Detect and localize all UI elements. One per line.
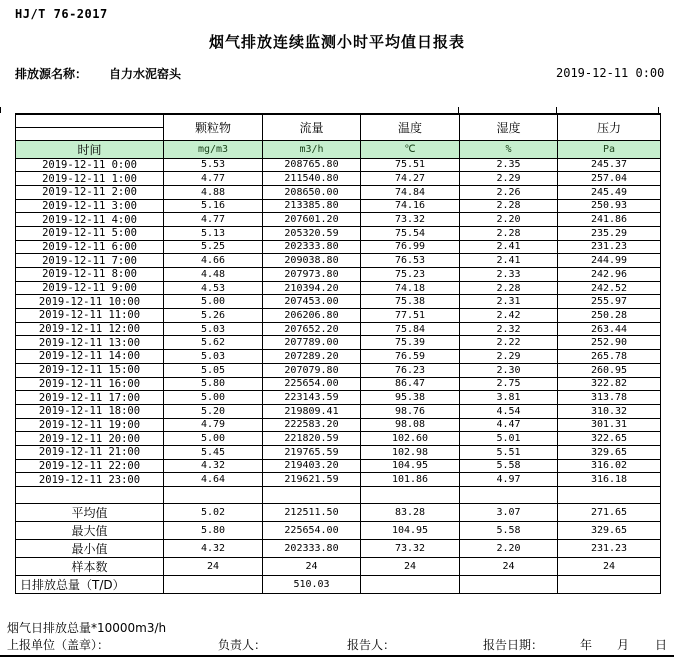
value-cell: 322.82 (558, 377, 661, 391)
value-cell: 4.88 (164, 185, 263, 199)
summary-row (16, 558, 661, 576)
value-cell: 316.18 (558, 473, 661, 487)
value-cell: 5.00 (164, 391, 263, 405)
time-cell: 2019-12-11 10:00 (16, 295, 164, 309)
time-cell: 2019-12-11 22:00 (16, 459, 164, 473)
value-cell: 102.98 (361, 445, 460, 459)
table-row (16, 240, 661, 254)
value-cell: 2.26 (460, 185, 558, 199)
unit-cell: mg/m3 (164, 140, 263, 158)
value-cell: 74.84 (361, 185, 460, 199)
value-cell: 205320.59 (263, 226, 361, 240)
value-cell: 2.35 (460, 158, 558, 172)
value-cell: 263.44 (558, 322, 661, 336)
spacer-cell (16, 487, 164, 504)
value-cell: 4.32 (164, 459, 263, 473)
summary-value-cell: 212511.50 (263, 504, 361, 522)
table-row (16, 281, 661, 295)
summary-row (16, 540, 661, 558)
spacer-cell (558, 487, 661, 504)
value-cell: 75.54 (361, 226, 460, 240)
value-cell: 2.22 (460, 336, 558, 350)
value-cell: 257.04 (558, 172, 661, 186)
unit-cell: ℃ (361, 140, 460, 158)
value-cell: 2.28 (460, 226, 558, 240)
value-cell: 231.23 (558, 240, 661, 254)
value-cell: 225654.00 (263, 377, 361, 391)
summary-label: 平均值 (16, 504, 164, 522)
summary-value-cell (361, 576, 460, 594)
summary-label: 最大值 (16, 522, 164, 540)
value-cell: 75.51 (361, 158, 460, 172)
header-row-top (16, 114, 661, 127)
table-row (16, 404, 661, 418)
summary-value-cell: 5.80 (164, 522, 263, 540)
time-cell: 2019-12-11 2:00 (16, 185, 164, 199)
summary-value-cell: 4.32 (164, 540, 263, 558)
emission-source-name: 自力水泥窑头 (109, 67, 182, 81)
summary-label: 最小值 (16, 540, 164, 558)
emission-source-label: 排放源名称： (15, 67, 88, 81)
spacer-cell (164, 487, 263, 504)
table-row (16, 254, 661, 268)
value-cell: 5.00 (164, 432, 263, 446)
value-cell: 206206.80 (263, 309, 361, 323)
spacer-row (16, 487, 661, 504)
summary-value-cell: 73.32 (361, 540, 460, 558)
time-cell: 2019-12-11 19:00 (16, 418, 164, 432)
value-cell: 219765.59 (263, 445, 361, 459)
value-cell: 313.78 (558, 391, 661, 405)
time-cell: 2019-12-11 5:00 (16, 226, 164, 240)
value-cell: 242.96 (558, 268, 661, 282)
summary-label: 日排放总量（T/D） (16, 576, 164, 594)
value-cell: 255.97 (558, 295, 661, 309)
summary-value-cell: 329.65 (558, 522, 661, 540)
value-cell: 76.53 (361, 254, 460, 268)
column-header: 压力 (558, 114, 661, 140)
summary-value-cell: 24 (558, 558, 661, 576)
value-cell: 4.79 (164, 418, 263, 432)
time-cell: 2019-12-11 20:00 (16, 432, 164, 446)
time-cell: 2019-12-11 16:00 (16, 377, 164, 391)
table-row (16, 172, 661, 186)
value-cell: 5.16 (164, 199, 263, 213)
value-cell: 4.64 (164, 473, 263, 487)
page-title: 烟气排放连续监测小时平均值日报表 (208, 33, 465, 51)
time-cell: 2019-12-11 12:00 (16, 322, 164, 336)
summary-value-cell: 24 (164, 558, 263, 576)
value-cell: 260.95 (558, 363, 661, 377)
time-cell: 2019-12-11 11:00 (16, 309, 164, 323)
summary-value-cell: 24 (460, 558, 558, 576)
value-cell: 245.49 (558, 185, 661, 199)
table-row (16, 295, 661, 309)
value-cell: 75.38 (361, 295, 460, 309)
signature-line (0, 636, 674, 652)
value-cell: 5.01 (460, 432, 558, 446)
table-row (16, 445, 661, 459)
value-cell: 2.20 (460, 213, 558, 227)
value-cell: 5.03 (164, 322, 263, 336)
column-header: 温度 (361, 114, 460, 140)
table-row (16, 473, 661, 487)
value-cell: 5.00 (164, 295, 263, 309)
time-cell: 2019-12-11 17:00 (16, 391, 164, 405)
value-cell: 4.47 (460, 418, 558, 432)
value-cell: 209038.80 (263, 254, 361, 268)
table-row (16, 459, 661, 473)
time-cell: 2019-12-11 18:00 (16, 404, 164, 418)
value-cell: 4.77 (164, 172, 263, 186)
value-cell: 316.02 (558, 459, 661, 473)
summary-row (16, 522, 661, 540)
spacer-cell (460, 487, 558, 504)
value-cell: 5.03 (164, 350, 263, 364)
value-cell: 5.58 (460, 459, 558, 473)
value-cell: 2.75 (460, 377, 558, 391)
value-cell: 208765.80 (263, 158, 361, 172)
value-cell: 5.20 (164, 404, 263, 418)
summary-value-cell: 2.20 (460, 540, 558, 558)
summary-value-cell: 3.07 (460, 504, 558, 522)
value-cell: 207652.20 (263, 322, 361, 336)
grid-tick (0, 107, 1, 113)
value-cell: 202333.80 (263, 240, 361, 254)
value-cell: 75.84 (361, 322, 460, 336)
value-cell: 73.32 (361, 213, 460, 227)
time-cell: 2019-12-11 0:00 (16, 158, 164, 172)
table-row (16, 391, 661, 405)
value-cell: 207789.00 (263, 336, 361, 350)
monitoring-data-table (15, 113, 661, 594)
value-cell: 5.25 (164, 240, 263, 254)
time-cell: 2019-12-11 21:00 (16, 445, 164, 459)
footer-note: 烟气日排放总量*10000m3/h (7, 621, 167, 635)
table-row (16, 158, 661, 172)
value-cell: 4.48 (164, 268, 263, 282)
time-cell: 2019-12-11 3:00 (16, 199, 164, 213)
value-cell: 74.27 (361, 172, 460, 186)
table-row (16, 268, 661, 282)
time-cell: 2019-12-11 6:00 (16, 240, 164, 254)
time-cell: 2019-12-11 1:00 (16, 172, 164, 186)
table-row (16, 418, 661, 432)
summary-value-cell (164, 576, 263, 594)
column-header: 湿度 (460, 114, 558, 140)
value-cell: 98.08 (361, 418, 460, 432)
value-cell: 2.41 (460, 240, 558, 254)
emission-source-line (15, 65, 181, 82)
table-row (16, 213, 661, 227)
column-header: 流量 (263, 114, 361, 140)
table-head (16, 114, 661, 158)
value-cell: 241.86 (558, 213, 661, 227)
month-label: 月 (617, 638, 630, 652)
time-header: 时间 (16, 140, 164, 158)
column-header: 颗粒物 (164, 114, 263, 140)
table-row (16, 350, 661, 364)
table-row (16, 226, 661, 240)
value-cell: 207079.80 (263, 363, 361, 377)
value-cell: 245.37 (558, 158, 661, 172)
table-row (16, 185, 661, 199)
unit-cell: m3/h (263, 140, 361, 158)
time-cell: 2019-12-11 7:00 (16, 254, 164, 268)
table-row (16, 432, 661, 446)
time-cell: 2019-12-11 15:00 (16, 363, 164, 377)
value-cell: 2.33 (460, 268, 558, 282)
summary-value-cell: 24 (263, 558, 361, 576)
day-label: 日 (655, 638, 668, 652)
value-cell: 2.28 (460, 199, 558, 213)
value-cell: 250.28 (558, 309, 661, 323)
value-cell: 207973.80 (263, 268, 361, 282)
value-cell: 2.30 (460, 363, 558, 377)
value-cell: 322.65 (558, 432, 661, 446)
time-cell: 2019-12-11 13:00 (16, 336, 164, 350)
table-row (16, 309, 661, 323)
summary-row (16, 504, 661, 522)
value-cell: 75.39 (361, 336, 460, 350)
value-cell: 5.05 (164, 363, 263, 377)
value-cell: 252.90 (558, 336, 661, 350)
value-cell: 4.66 (164, 254, 263, 268)
table-row (16, 363, 661, 377)
time-cell: 2019-12-11 8:00 (16, 268, 164, 282)
table-row (16, 336, 661, 350)
value-cell: 265.78 (558, 350, 661, 364)
table-body (16, 158, 661, 594)
value-cell: 75.23 (361, 268, 460, 282)
value-cell: 3.81 (460, 391, 558, 405)
table-row (16, 377, 661, 391)
summary-value-cell (558, 576, 661, 594)
reporter-label: 报告人： (347, 638, 396, 652)
summary-value-cell: 202333.80 (263, 540, 361, 558)
value-cell: 98.76 (361, 404, 460, 418)
value-cell: 250.93 (558, 199, 661, 213)
value-cell: 5.62 (164, 336, 263, 350)
value-cell: 211540.80 (263, 172, 361, 186)
value-cell: 101.86 (361, 473, 460, 487)
time-cell: 2019-12-11 23:00 (16, 473, 164, 487)
summary-value-cell: 271.65 (558, 504, 661, 522)
time-cell: 2019-12-11 4:00 (16, 213, 164, 227)
value-cell: 301.31 (558, 418, 661, 432)
report-date-label: 报告日期： (483, 638, 544, 652)
units-row (16, 140, 661, 158)
value-cell: 221820.59 (263, 432, 361, 446)
value-cell: 76.99 (361, 240, 460, 254)
responsible-label: 负责人： (218, 638, 267, 652)
value-cell: 76.59 (361, 350, 460, 364)
value-cell: 4.54 (460, 404, 558, 418)
value-cell: 104.95 (361, 459, 460, 473)
table-row (16, 199, 661, 213)
unit-cell: Pa (558, 140, 661, 158)
value-cell: 219403.20 (263, 459, 361, 473)
value-cell: 5.80 (164, 377, 263, 391)
value-cell: 74.16 (361, 199, 460, 213)
report-unit-label: 上报单位（盖章）： (7, 638, 110, 652)
value-cell: 2.28 (460, 281, 558, 295)
value-cell: 77.51 (361, 309, 460, 323)
value-cell: 5.45 (164, 445, 263, 459)
value-cell: 74.18 (361, 281, 460, 295)
summary-row (16, 576, 661, 594)
value-cell: 2.31 (460, 295, 558, 309)
value-cell: 2.29 (460, 172, 558, 186)
value-cell: 242.52 (558, 281, 661, 295)
unit-cell: % (460, 140, 558, 158)
value-cell: 222583.20 (263, 418, 361, 432)
value-cell: 2.29 (460, 350, 558, 364)
value-cell: 207601.20 (263, 213, 361, 227)
value-cell: 76.23 (361, 363, 460, 377)
value-cell: 4.77 (164, 213, 263, 227)
value-cell: 2.41 (460, 254, 558, 268)
summary-value-cell: 231.23 (558, 540, 661, 558)
summary-value-cell: 24 (361, 558, 460, 576)
summary-value-cell: 5.58 (460, 522, 558, 540)
value-cell: 5.51 (460, 445, 558, 459)
value-cell: 207289.20 (263, 350, 361, 364)
value-cell: 2.42 (460, 309, 558, 323)
value-cell: 4.53 (164, 281, 263, 295)
header-spacer-bottom (16, 127, 164, 140)
value-cell: 223143.59 (263, 391, 361, 405)
value-cell: 2.32 (460, 322, 558, 336)
summary-value-cell: 5.02 (164, 504, 263, 522)
table-row (16, 322, 661, 336)
value-cell: 310.32 (558, 404, 661, 418)
value-cell: 207453.00 (263, 295, 361, 309)
value-cell: 86.47 (361, 377, 460, 391)
time-cell: 2019-12-11 14:00 (16, 350, 164, 364)
value-cell: 219809.41 (263, 404, 361, 418)
value-cell: 5.26 (164, 309, 263, 323)
value-cell: 235.29 (558, 226, 661, 240)
summary-value-cell: 225654.00 (263, 522, 361, 540)
value-cell: 4.97 (460, 473, 558, 487)
value-cell: 208650.00 (263, 185, 361, 199)
spacer-cell (361, 487, 460, 504)
value-cell: 213385.80 (263, 199, 361, 213)
time-cell: 2019-12-11 9:00 (16, 281, 164, 295)
spacer-cell (263, 487, 361, 504)
value-cell: 329.65 (558, 445, 661, 459)
value-cell: 95.38 (361, 391, 460, 405)
value-cell: 219621.59 (263, 473, 361, 487)
summary-value-cell: 83.28 (361, 504, 460, 522)
value-cell: 5.53 (164, 158, 263, 172)
summary-value-cell (460, 576, 558, 594)
header-spacer-top (16, 114, 164, 127)
summary-value-cell: 510.03 (263, 576, 361, 594)
summary-value-cell: 104.95 (361, 522, 460, 540)
value-cell: 210394.20 (263, 281, 361, 295)
report-datetime: 2019-12-11 0:00 (556, 66, 665, 80)
standard-code: HJ/T 76-2017 (15, 7, 108, 21)
value-cell: 244.99 (558, 254, 661, 268)
bottom-rule (0, 655, 674, 657)
summary-label: 样本数 (16, 558, 164, 576)
year-label: 年 (580, 638, 593, 652)
value-cell: 102.60 (361, 432, 460, 446)
value-cell: 5.13 (164, 226, 263, 240)
